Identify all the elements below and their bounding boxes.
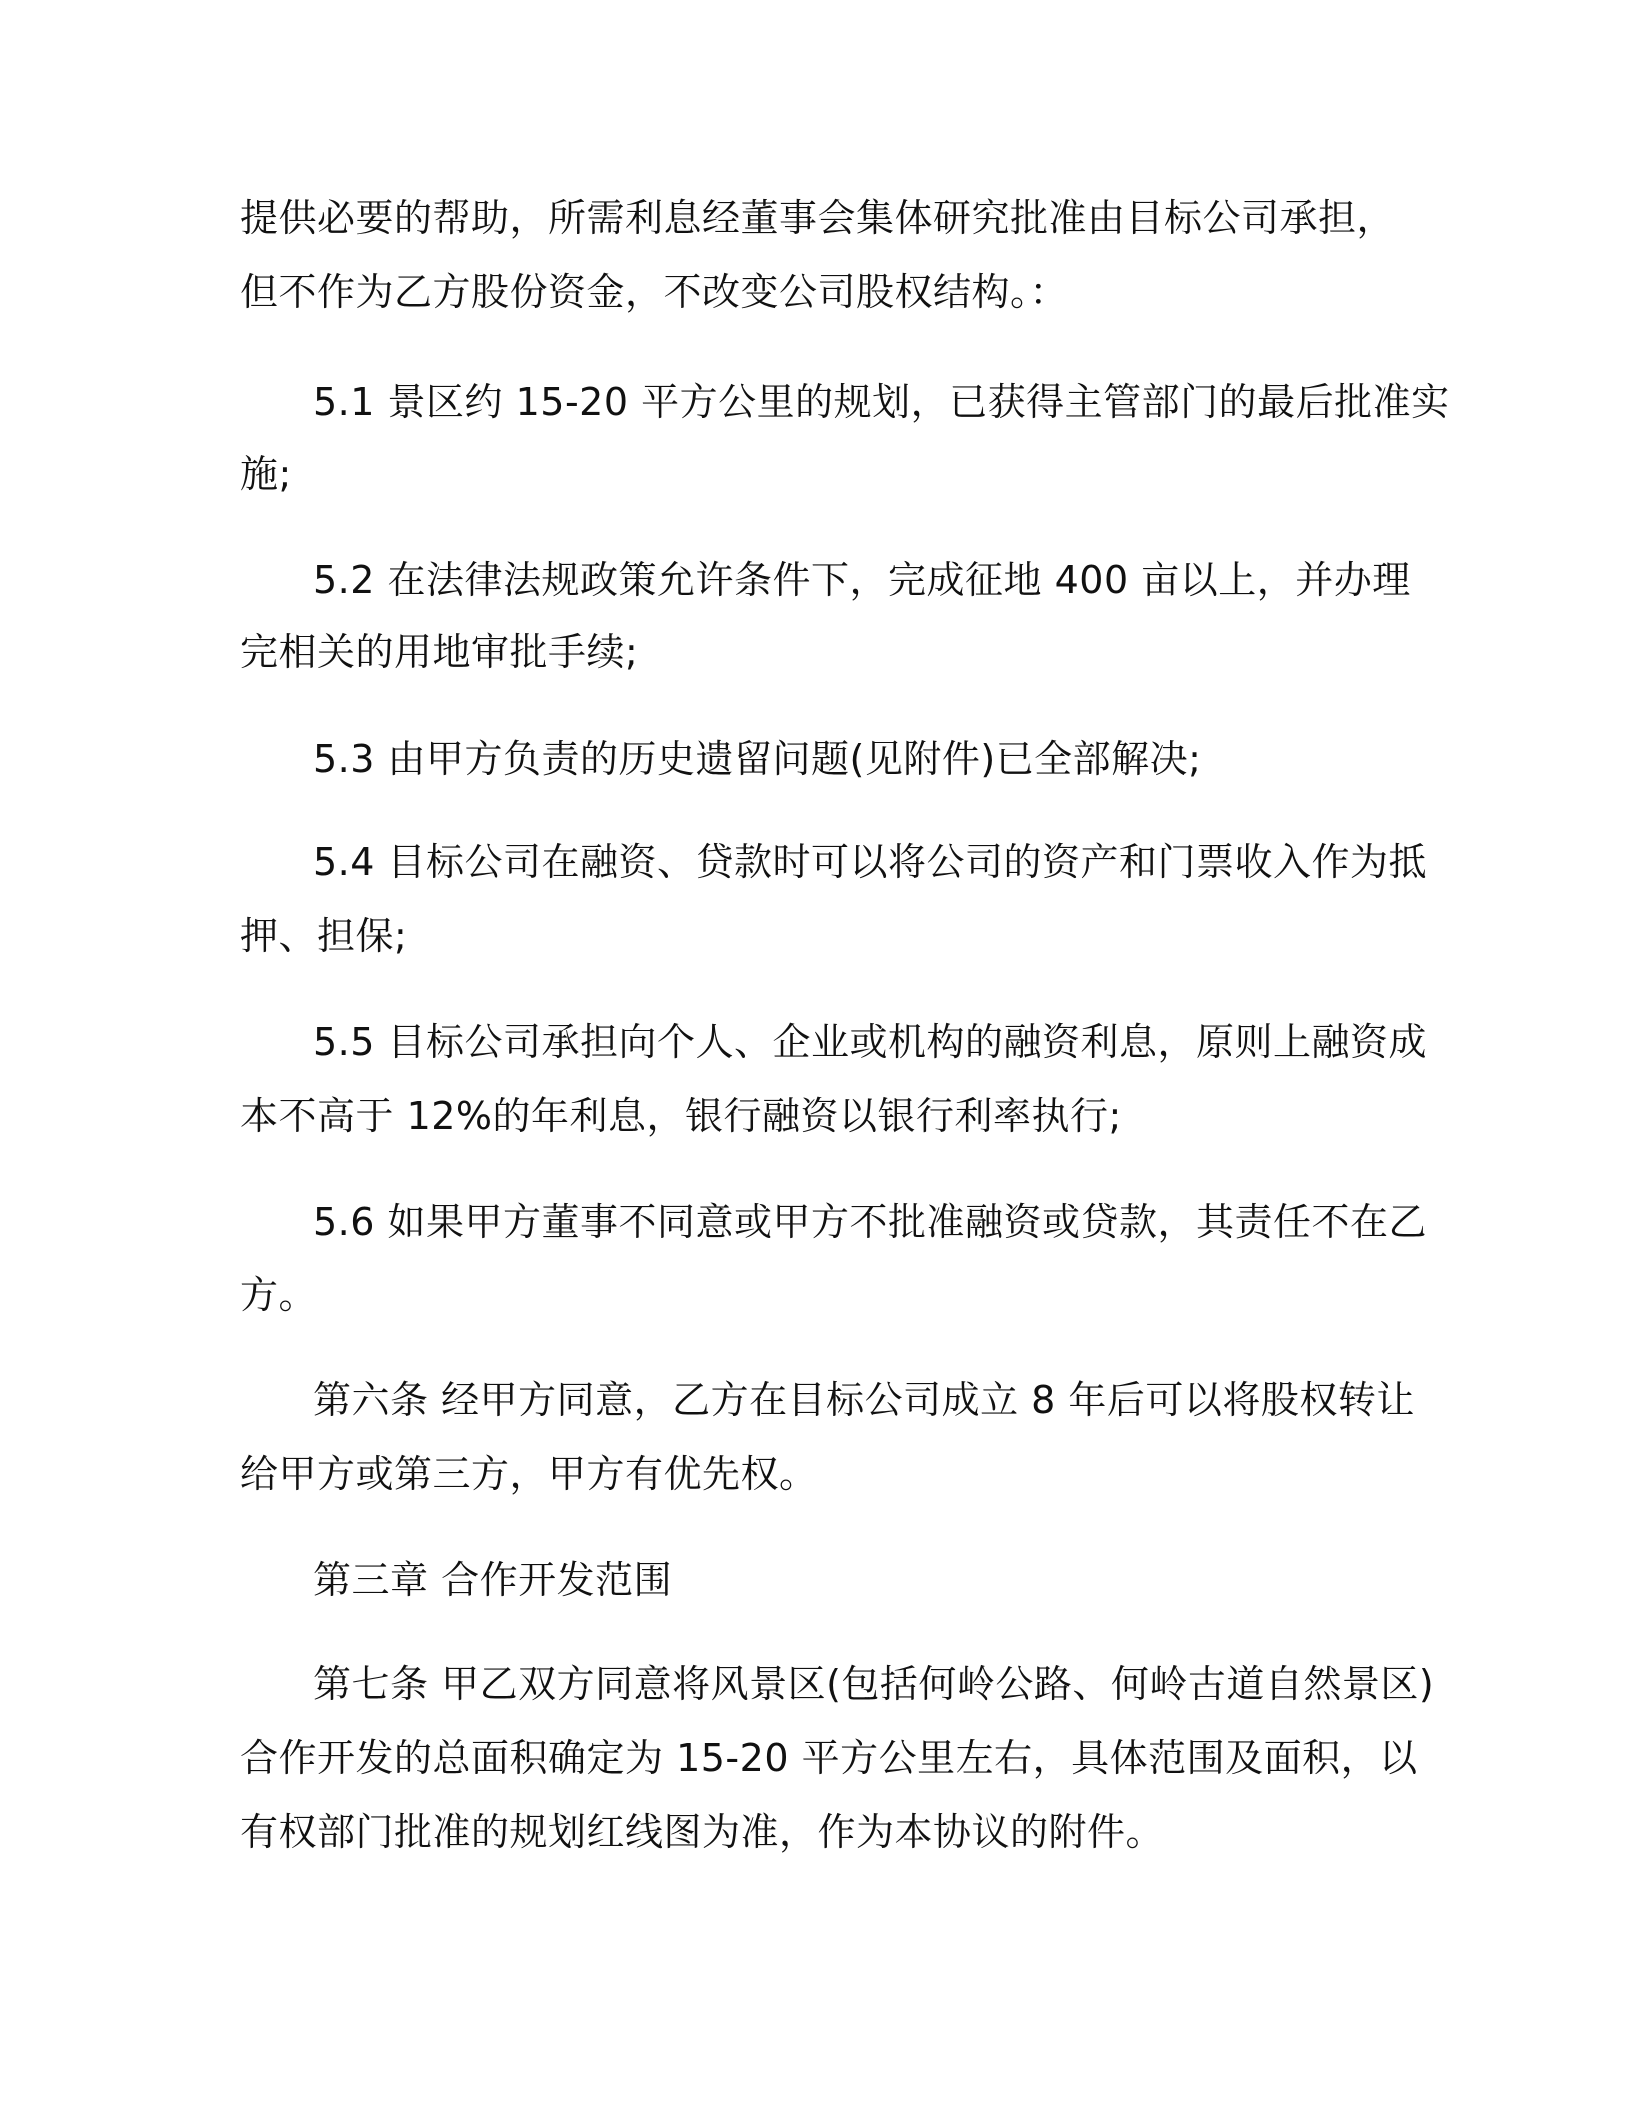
clause-5-2: 5.2 在法律法规政策允许条件下，完成征地 400 亩以上，并办理 [313, 558, 1411, 602]
text-line: 有权部门批准的规划红线图为准，作为本协议的附件。 [240, 1810, 1165, 1854]
article-7: 第七条 甲乙双方同意将风景区(包括何岭公路、何岭古道自然景区) [313, 1662, 1435, 1706]
text-line: 但不作为乙方股份资金，不改变公司股权结构。： [240, 270, 1069, 314]
clause-5-3: 5.3 由甲方负责的历史遗留问题(见附件)已全部解决; [313, 737, 1202, 781]
text-line: 完相关的用地审批手续; [240, 630, 639, 674]
text-line: 提供必要的帮助，所需利息经董事会集体研究批准由目标公司承担， [240, 196, 1396, 240]
chapter-3-heading: 第三章 合作开发范围 [313, 1558, 673, 1602]
clause-5-1: 5.1 景区约 15-20 平方公里的规划，已获得主管部门的最后批准实 [313, 380, 1450, 424]
clause-5-5: 5.5 目标公司承担向个人、企业或机构的融资利息，原则上融资成 [313, 1020, 1428, 1064]
text-line: 方。 [240, 1273, 318, 1317]
article-6: 第六条 经甲方同意，乙方在目标公司成立 8 年后可以将股权转让 [313, 1378, 1415, 1422]
text-line: 给甲方或第三方，甲方有优先权。 [240, 1452, 818, 1496]
text-line: 押、担保; [240, 914, 408, 958]
text-line: 合作开发的总面积确定为 15-20 平方公里左右，具体范围及面积，以 [240, 1736, 1418, 1780]
text-line: 本不高于 12%的年利息，银行融资以银行利率执行; [240, 1094, 1122, 1138]
clause-5-6: 5.6 如果甲方董事不同意或甲方不批准融资或贷款，其责任不在乙 [313, 1200, 1428, 1244]
text-line: 施; [240, 452, 292, 496]
clause-5-4: 5.4 目标公司在融资、贷款时可以将公司的资产和门票收入作为抵 [313, 840, 1428, 884]
